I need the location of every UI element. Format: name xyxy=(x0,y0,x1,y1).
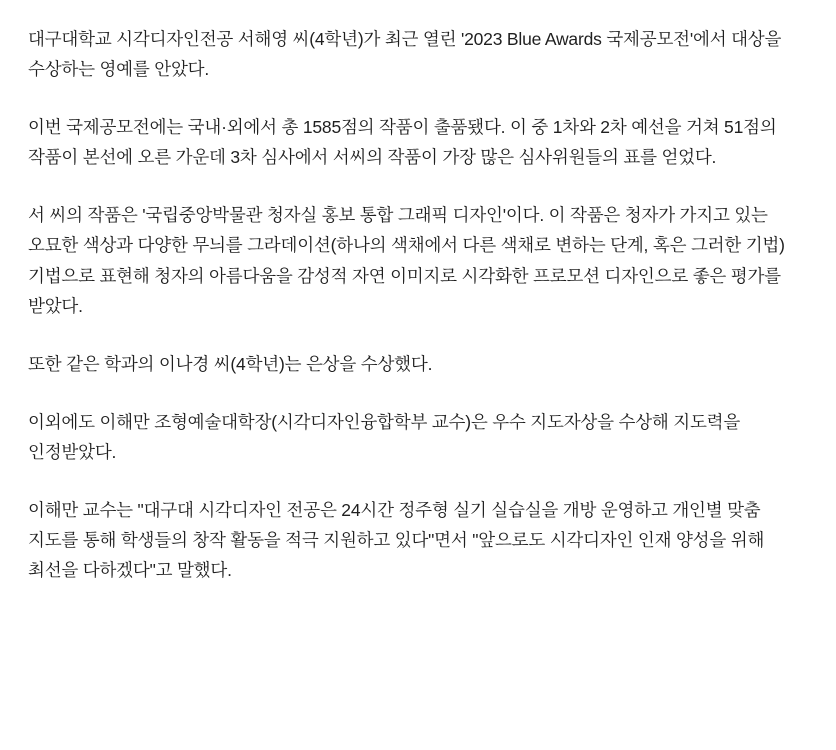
article-paragraph: 또한 같은 학과의 이나경 씨(4학년)는 은상을 수상했다. xyxy=(28,353,433,374)
article-paragraph: 대구대학교 시각디자인전공 서해영 씨(4학년)가 최근 열린 '2023 Blue Awards 국제공모전'에서 대상을 수상하는 영예를 안았다. xyxy=(28,29,786,80)
article-paragraph: 이번 국제공모전에는 국내·외에서 총 1585점의 작품이 출품됐다. 이 중 1차와 2차 예선을 거쳐 51점의 작품이 본선에 오른 가운데 3차 심사에서 서씨의 작품이 가장 많은 심사위원들의 표를 얻었다. xyxy=(28,117,782,168)
article-paragraph: 이해만 교수는 "대구대 시각디자인 전공은 24시간 정주형 실기 실습실을 개방 운영하고 개인별 맞춤 지도를 통해 학생들의 창작 활동을 적극 지원하고 있다"면서 "앞으로도 시각디자인 인재 양성을 위해 최선을 다하겠다"고 말했다. xyxy=(28,500,769,581)
article-paragraph: 이외에도 이해만 조형예술대학장(시각디자인융합학부 교수)은 우수 지도자상을 수상해 지도력을 인정받았다. xyxy=(28,411,745,462)
article-paragraph: 서 씨의 작품은 '국립중앙박물관 청자실 홍보 통합 그래픽 디자인'이다. 이 작품은 청자가 가지고 있는 오묘한 색상과 다양한 무늬를 그라데이션(하나의 색채에서 다른 색채로 변하는 단계, 혹은 그러한 기법) 기법으로 표현해 청자의 아름다움을 감성적 자연 이미지로 시각화한 프로모션 디자인으로 좋은 평가를 받았다. xyxy=(28,205,790,316)
